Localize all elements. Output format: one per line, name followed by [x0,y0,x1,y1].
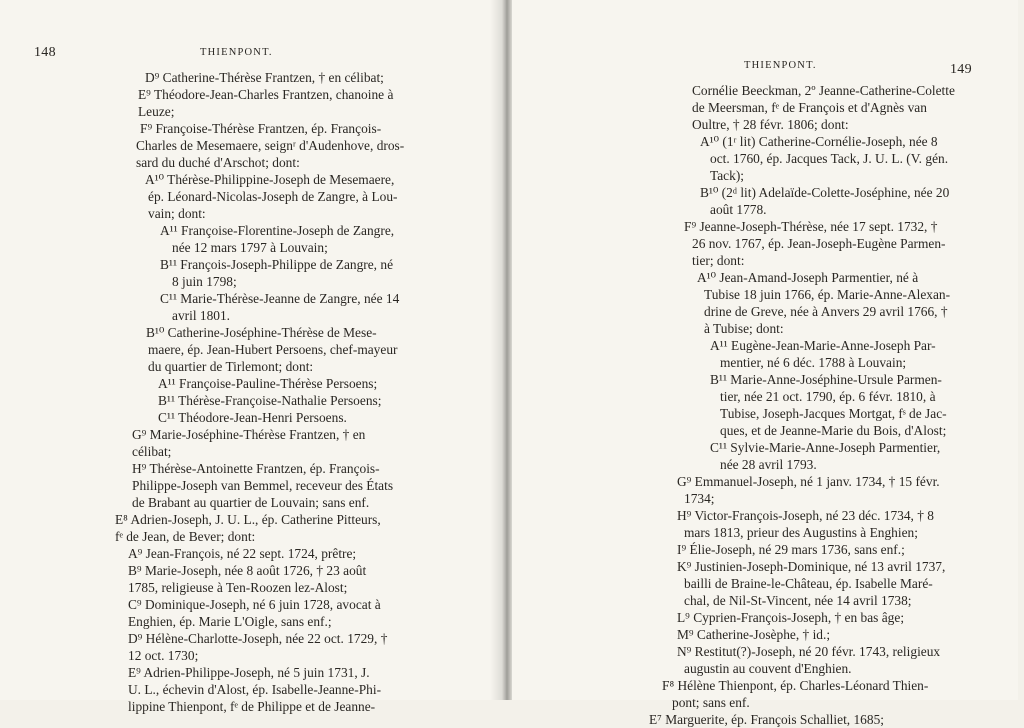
text-line: 26 nov. 1767, ép. Jean-Joseph-Eugène Parmen- [692,236,946,251]
text-line: célibat; [132,444,172,459]
text-line: U. L., échevin d'Alost, ép. Isabelle-Jeanne-Phi- [128,682,382,697]
text-line: B¹⁰ Catherine-Joséphine-Thérèse de Mese- [146,325,377,340]
text-line: H⁹ Thérèse-Antoinette Frantzen, ép. François- [132,461,380,476]
text-line: N⁹ Restitut(?)-Joseph, né 20 févr. 1743, religieux [677,644,941,659]
text-line: M⁹ Catherine-Josèphe, † id.; [677,627,831,642]
text-line: 1785, religieuse à Ten-Roozen lez-Alost; [128,580,348,595]
text-line: A¹⁰ (1ʳ lit) Catherine-Cornélie-Joseph, née 8 [700,134,938,149]
text-line: C¹¹ Théodore-Jean-Henri Persoens. [158,410,347,425]
text-line: C¹¹ Sylvie-Marie-Anne-Joseph Parmentier, [710,440,941,455]
text-line: C⁹ Dominique-Joseph, né 6 juin 1728, avocat à [128,597,381,612]
text-line: Leuze; [138,104,175,119]
text-line: Enghien, ép. Marie L'Oigle, sans enf.; [128,614,332,629]
text-line: chal, de Nil-St-Vincent, née 14 avril 1738; [684,593,912,608]
text-line: Tack); [710,168,745,183]
text-line: D⁹ Catherine-Thérèse Frantzen, † en célibat; [145,70,384,85]
text-line: I⁹ Élie-Joseph, né 29 mars 1736, sans enf.; [677,542,905,557]
text-line: lippine Thienpont, fᵉ de Philippe et de Jeanne- [128,699,376,714]
text-line: vain; dont: [148,206,206,221]
running-head: THIENPONT. [744,60,817,71]
text-line: née 12 mars 1797 à Louvain; [172,240,328,255]
text-line: B¹⁰ (2ᵈ lit) Adelaïde-Colette-Joséphine, née 20 [700,185,950,200]
text-line: B⁹ Marie-Joseph, née 8 août 1726, † 23 août [128,563,367,578]
text-line: E⁹ Théodore-Jean-Charles Frantzen, chanoine à [138,87,394,102]
text-line: de Meersman, fᵉ de François et d'Agnès van [692,100,927,115]
text-line: oct. 1760, ép. Jacques Tack, J. U. L. (V. gén. [710,151,949,166]
text-line: août 1778. [710,202,767,217]
text-line: Tubise 18 juin 1766, ép. Marie-Anne-Alexan- [704,287,951,302]
text-line: A¹⁰ Thérèse-Philippine-Joseph de Mesemaere, [145,172,395,187]
running-head: THIENPONT. [200,47,273,58]
text-line: B¹¹ François-Joseph-Philippe de Zangre, né [160,257,394,272]
text-line: Charles de Mesemaere, seignʳ d'Audenhove, dros- [136,138,405,153]
page-number: 149 [950,62,972,77]
text-line: F⁹ Françoise-Thérèse Frantzen, ép. François- [140,121,382,136]
text-line: du quartier de Tirlemont; dont: [148,359,314,374]
text-line: A¹¹ Françoise-Pauline-Thérèse Persoens; [158,376,378,391]
page-number: 148 [34,45,56,60]
text-line: C¹¹ Marie-Thérèse-Jeanne de Zangre, née 14 [160,291,400,306]
text-line: tier; dont: [692,253,745,268]
text-line: de Brabant au quartier de Louvain; sans enf. [132,495,370,510]
text-line: E⁹ Adrien-Philippe-Joseph, né 5 juin 1731, J. [128,665,370,680]
text-line: E⁸ Adrien-Joseph, J. U. L., ép. Catherine Pitteurs, [115,512,381,527]
text-line: L⁹ Cyprien-François-Joseph, † en bas âge; [677,610,905,625]
text-line: G⁹ Emmanuel-Joseph, né 1 janv. 1734, † 15 févr. [677,474,940,489]
text-line: Philippe-Joseph van Bemmel, receveur des États [132,478,394,493]
text-line: D⁹ Hélène-Charlotte-Joseph, née 22 oct. 1729, † [128,631,388,646]
text-line: née 28 avril 1793. [720,457,817,472]
text-line: A¹⁰ Jean-Amand-Joseph Parmentier, né à [697,270,919,285]
text-line: Tubise, Joseph-Jacques Mortgat, fˢ de Jac- [720,406,947,421]
text-line: 12 oct. 1730; [128,648,199,663]
text-line: ques, et de Jeanne-Marie du Bois, d'Alost; [720,423,947,438]
text-line: Oultre, † 28 févr. 1806; dont: [692,117,849,132]
text-line: maere, ép. Jean-Hubert Persoens, chef-mayeur [148,342,398,357]
text-line: drine de Greve, née à Anvers 29 avril 1766, † [704,304,948,319]
text-line: B¹¹ Marie-Anne-Joséphine-Ursule Parmen- [710,372,942,387]
text-line: F⁸ Hélène Thienpont, ép. Charles-Léonard Thien- [662,678,929,693]
text-line: sard du duché d'Arschot; dont: [136,155,300,170]
text-line: ép. Léonard-Nicolas-Joseph de Zangre, à Lou- [148,189,398,204]
text-line: K⁹ Justinien-Joseph-Dominique, né 13 avril 1737, [677,559,946,574]
text-line: A¹¹ Françoise-Florentine-Joseph de Zangre, [160,223,395,238]
text-line: A⁹ Jean-François, né 22 sept. 1724, prêtre; [128,546,357,561]
text-line: augustin au couvent d'Enghien. [684,661,852,676]
text-line: avril 1801. [172,308,231,323]
text-line: G⁹ Marie-Joséphine-Thérèse Frantzen, † en [132,427,366,442]
text-line: H⁹ Victor-François-Joseph, né 23 déc. 1734, † 8 [677,508,934,523]
text-line: 8 juin 1798; [172,274,237,289]
text-line: A¹¹ Eugène-Jean-Marie-Anne-Joseph Par- [710,338,936,353]
text-line: B¹¹ Thérèse-Françoise-Nathalie Persoens; [158,393,382,408]
text-line: pont; sans enf. [672,695,750,710]
left-page [0,0,506,714]
text-line: Cornélie Beeckman, 2º Jeanne-Catherine-Colette [692,83,955,98]
text-line: 1734; [684,491,715,506]
right-page [512,0,1018,727]
text-line: mars 1813, prieur des Augustins à Enghien; [684,525,918,540]
text-line: bailli de Braine-le-Château, ép. Isabelle Maré- [684,576,933,591]
text-line: tier, née 21 oct. 1790, ép. 6 févr. 1810, à [720,389,936,404]
text-line: F⁹ Jeanne-Joseph-Thérèse, née 17 sept. 1732, † [684,219,938,234]
text-line: E⁷ Marguerite, ép. François Schalliet, 1685; [649,712,884,727]
text-line: mentier, né 6 déc. 1788 à Louvain; [720,355,907,370]
text-line: fᵉ de Jean, de Bever; dont: [115,529,256,544]
text-line: à Tubise; dont: [704,321,784,336]
